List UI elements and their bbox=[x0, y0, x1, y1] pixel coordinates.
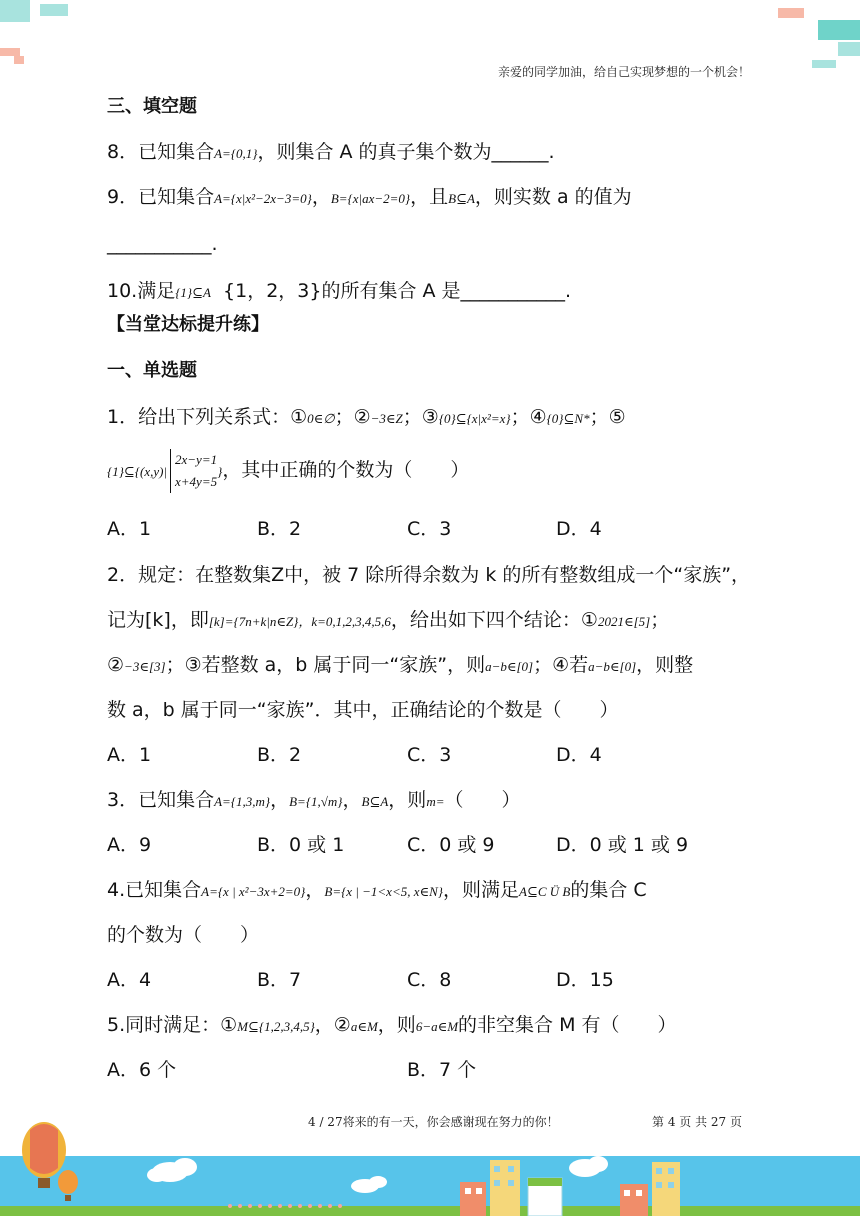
p1-math-3: {0}⊆{x|x²=x} bbox=[438, 411, 511, 426]
p1-math-1: 0∈∅ bbox=[307, 411, 335, 426]
p5-prefix: 5.同时满足：① bbox=[107, 1014, 238, 1036]
p1-text: 1．给出下列关系式：① bbox=[107, 406, 308, 428]
q8-prefix: 8．已知集合 bbox=[107, 141, 215, 163]
p3-math-1: A={1,3,m} bbox=[214, 794, 271, 809]
p1-sep-4: ；⑤ bbox=[589, 406, 626, 428]
p4-prefix: 4.已知集合 bbox=[107, 879, 202, 901]
question-8 bbox=[107, 138, 555, 168]
q10-math: {1}⊆A bbox=[175, 285, 211, 300]
q9-math-a: A={x|x²−2x−3=0} bbox=[214, 191, 312, 206]
q9-math-c: B⊆A bbox=[448, 191, 475, 206]
p3-prefix: 3．已知集合 bbox=[107, 789, 215, 811]
p5-suffix: 的非空集合 M 有（ ） bbox=[458, 1014, 677, 1036]
p1-eq-2: x+4y=5 bbox=[175, 473, 218, 489]
p2-option-a[interactable]: A．1 bbox=[107, 744, 152, 766]
q9-sep2: ，且 bbox=[410, 186, 449, 208]
building-icon bbox=[490, 1160, 520, 1216]
problem-2-line2 bbox=[107, 606, 669, 636]
p3-option-c[interactable]: C．0 或 9 bbox=[407, 834, 495, 856]
p2-text-g: ，则整 bbox=[636, 654, 694, 676]
p4-option-d[interactable]: D．15 bbox=[556, 969, 614, 991]
p2-option-c[interactable]: C．3 bbox=[407, 744, 452, 766]
p3-option-a[interactable]: A．9 bbox=[107, 834, 152, 856]
p2-text-d: ② bbox=[107, 654, 125, 676]
problem-1-line2 bbox=[107, 448, 469, 494]
p3-option-d[interactable]: D．0 或 1 或 9 bbox=[556, 834, 689, 856]
p1-math-5: {1}⊆{(x,y)| bbox=[107, 464, 168, 479]
building-icon bbox=[620, 1184, 648, 1216]
p1-option-d[interactable]: D．4 bbox=[556, 518, 602, 540]
q10-prefix: 10.满足 bbox=[107, 280, 176, 302]
problem-4-line1 bbox=[107, 876, 647, 906]
header-motto: 亲爱的同学加油，给自己实现梦想的一个机会！ bbox=[497, 65, 750, 79]
p4-math-3: A⊆C Ü B bbox=[519, 884, 571, 899]
q10-suffix: {1，2，3}的所有集合 A 是___________. bbox=[210, 280, 572, 302]
p5-sep-1: ，② bbox=[314, 1014, 351, 1036]
problem-2-line4: 数 a，b 属于同一“家族”．其中，正确结论的个数是（ ） bbox=[107, 699, 619, 721]
p2-math-d: a−b∈[0] bbox=[485, 659, 534, 674]
p2-text-b: ，给出如下四个结论：① bbox=[390, 609, 598, 631]
p1-sep-3: ；④ bbox=[510, 406, 547, 428]
p3-math-4: m= bbox=[426, 794, 445, 809]
p3-option-b[interactable]: B．0 或 1 bbox=[257, 834, 345, 856]
p1-option-a[interactable]: A．1 bbox=[107, 518, 152, 540]
p1-option-c[interactable]: C．3 bbox=[407, 518, 452, 540]
shop-icon bbox=[528, 1178, 562, 1216]
p1-suffix: ，其中正确的个数为（ ） bbox=[222, 459, 470, 481]
p5-sep-2: ，则 bbox=[377, 1014, 416, 1036]
p4-sep-1: ， bbox=[305, 879, 325, 901]
p1-sep-1: ；② bbox=[334, 406, 371, 428]
p2-math-c: −3∈[3] bbox=[124, 659, 166, 674]
p3-math-2: B={1,√m} bbox=[289, 794, 343, 809]
problem-3 bbox=[107, 786, 521, 816]
footer-motto: 4 / 27将来的有一天，你会感谢现在努力的你！ bbox=[308, 1115, 559, 1129]
section-fill-title: 三、填空题 bbox=[107, 96, 197, 117]
section-single-title: 一、单选题 bbox=[107, 360, 197, 381]
p1-sep-2: ；③ bbox=[402, 406, 439, 428]
p1-math-5-end: } bbox=[217, 464, 223, 479]
p4-suffix: 的集合 C bbox=[570, 879, 647, 901]
p4-math-1: A={x | x²−3x+2=0} bbox=[201, 884, 306, 899]
p5-math-3: 6−a∈M bbox=[415, 1019, 459, 1034]
question-9 bbox=[107, 183, 632, 213]
p2-math-b: 2021∈[5] bbox=[597, 614, 651, 629]
problem-2-line1: 2．规定：在整数集Z中，被 7 除所得余数为 k 的所有整数组成一个“家族”， bbox=[107, 564, 751, 586]
grass-strip bbox=[0, 1206, 860, 1216]
p1-option-b[interactable]: B．2 bbox=[257, 518, 302, 540]
p2-math-e: a−b∈[0] bbox=[588, 659, 637, 674]
p2-text-e: ；③若整数 a，b 属于同一“家族”，则 bbox=[165, 654, 486, 676]
p3-math-3: B⊆A bbox=[361, 794, 389, 809]
p5-option-a[interactable]: A．6 个 bbox=[107, 1059, 177, 1081]
p1-math-4: {0}⊆N* bbox=[546, 411, 590, 426]
p4-option-a[interactable]: A．4 bbox=[107, 969, 152, 991]
p1-equation-system bbox=[170, 449, 217, 493]
q9-sep: ， bbox=[311, 186, 331, 208]
p3-suffix: （ ） bbox=[444, 789, 521, 811]
q9-math-b: B={x|ax−2=0} bbox=[330, 191, 411, 206]
page-number: 第 4 页 共 27 页 bbox=[652, 1115, 742, 1129]
p4-sep-2: ，则满足 bbox=[442, 879, 519, 901]
p5-option-b[interactable]: B．7 个 bbox=[407, 1059, 477, 1081]
p2-option-b[interactable]: B．2 bbox=[257, 744, 302, 766]
problem-1-line1 bbox=[107, 403, 626, 433]
q9-prefix: 9．已知集合 bbox=[107, 186, 215, 208]
p2-text-a: 记为[k]，即 bbox=[107, 609, 209, 631]
p3-sep-3: ，则 bbox=[388, 789, 427, 811]
p2-text-f: ；④若 bbox=[533, 654, 589, 676]
p2-option-d[interactable]: D．4 bbox=[556, 744, 602, 766]
problem-4-line2: 的个数为（ ） bbox=[107, 924, 260, 946]
p4-math-2: B={x | −1<x<5, x∈N} bbox=[324, 884, 443, 899]
p5-math-1: M⊆{1,2,3,4,5} bbox=[237, 1019, 315, 1034]
p2-math-a: [k]={7n+k|n∈Z}，k=0,1,2,3,4,5,6 bbox=[208, 614, 391, 629]
p1-eq-1: 2x−y=1 bbox=[175, 451, 218, 467]
building-icon bbox=[652, 1162, 680, 1216]
p4-option-c[interactable]: C．8 bbox=[407, 969, 452, 991]
practice-title: 【当堂达标提升练】 bbox=[107, 314, 269, 335]
q8-math: A={0,1} bbox=[214, 146, 258, 161]
q9-suffix: ，则实数 a 的值为 bbox=[474, 186, 632, 208]
sky-band bbox=[0, 1156, 860, 1206]
problem-5 bbox=[107, 1011, 677, 1041]
bottom-landscape-decoration bbox=[0, 1120, 860, 1216]
q8-suffix: ，则集合 A 的真子集个数为______. bbox=[257, 141, 555, 163]
q9-blank: ___________. bbox=[107, 233, 218, 255]
question-10 bbox=[107, 277, 571, 307]
building-icon bbox=[460, 1182, 486, 1216]
p1-math-2: −3∈Z bbox=[370, 411, 403, 426]
p3-sep-1: ， bbox=[270, 789, 290, 811]
p5-math-2: a∈M bbox=[350, 1019, 378, 1034]
problem-2-line3 bbox=[107, 651, 693, 681]
p4-option-b[interactable]: B．7 bbox=[257, 969, 302, 991]
p3-sep-2: ， bbox=[342, 789, 362, 811]
p2-text-c: ； bbox=[650, 609, 670, 631]
